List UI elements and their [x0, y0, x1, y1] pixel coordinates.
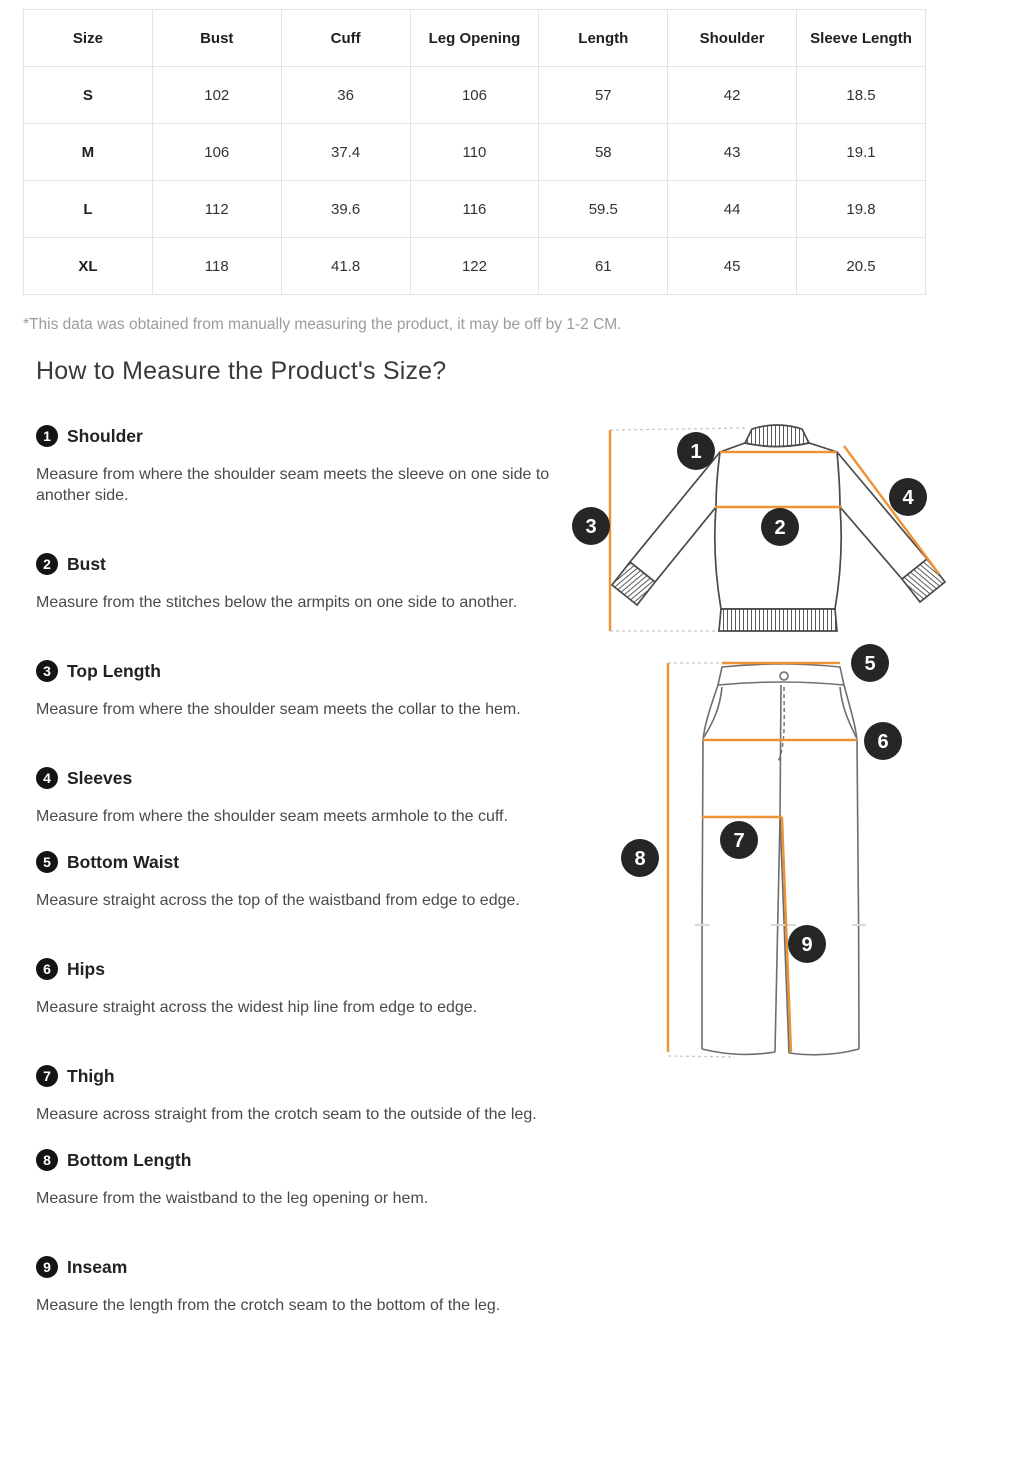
table-row-s: [24, 67, 926, 124]
col-header-leg-opening: Leg Opening: [410, 10, 539, 67]
marker-6: [864, 722, 902, 760]
number-badge-icon: 5: [36, 851, 58, 873]
marker-9: [788, 925, 826, 963]
inseam-measure-line: [782, 817, 791, 1052]
pants-measure-diagram: [600, 639, 960, 1079]
number-badge-icon: 3: [36, 660, 58, 682]
table-row-l: [24, 181, 926, 238]
number-badge-icon: 6: [36, 958, 58, 980]
cell-leg-opening: 116: [410, 181, 539, 238]
section-description: Measure straight across the top of the waistband from edge to edge.: [36, 892, 520, 909]
section-bottom-waist: [36, 851, 566, 911]
section-title: Bottom Length: [67, 1149, 192, 1170]
col-header-cuff: Cuff: [281, 10, 410, 67]
section-bottom-length: [36, 1149, 566, 1209]
col-header-bust: Bust: [152, 10, 281, 67]
svg-text:2: 2: [774, 517, 786, 539]
section-sleeves: [36, 767, 566, 827]
cell-sleeve-length: 19.8: [797, 181, 926, 238]
number-badge-icon: 7: [36, 1065, 58, 1087]
cell-shoulder: 45: [668, 238, 797, 295]
section-hips: [36, 958, 566, 1018]
marker-2: [761, 508, 799, 546]
svg-text:1: 1: [690, 441, 702, 463]
cell-cuff: 41.8: [281, 238, 410, 295]
section-description: Measure from where the shoulder seam meets armhole to the cuff.: [36, 808, 508, 825]
svg-text:4: 4: [902, 487, 914, 509]
section-bust: [36, 553, 566, 613]
cell-bust: 102: [152, 67, 281, 124]
section-title: Bottom Waist: [67, 851, 180, 872]
size-chart-header-row: [24, 10, 926, 67]
col-header-length: Length: [539, 10, 668, 67]
section-top-length: [36, 660, 566, 720]
number-badge-icon: 9: [36, 1256, 58, 1278]
cell-sleeve-length: 18.5: [797, 67, 926, 124]
section-description: Measure from the stitches below the armpits on one side to another.: [36, 594, 518, 611]
table-row-m: [24, 124, 926, 181]
col-header-shoulder: Shoulder: [668, 10, 797, 67]
section-description: Measure from the waistband to the leg opening or hem.: [36, 1190, 429, 1207]
number-badge-icon: 2: [36, 553, 58, 575]
cell-size: S: [24, 67, 153, 124]
guide-dash-top: [610, 428, 747, 430]
section-title: Inseam: [67, 1256, 128, 1277]
section-title: Top Length: [67, 660, 161, 681]
measure-lines-bottom: [668, 663, 857, 1052]
table-row-xl: [24, 238, 926, 295]
marker-4: [889, 478, 927, 516]
cell-size: XL: [24, 238, 153, 295]
svg-text:5: 5: [864, 653, 876, 675]
cell-leg-opening: 110: [410, 124, 539, 181]
cell-length: 57: [539, 67, 668, 124]
cell-length: 58: [539, 124, 668, 181]
section-title: Shoulder: [67, 425, 143, 446]
cell-bust: 118: [152, 238, 281, 295]
size-chart-table: [23, 9, 926, 295]
cell-cuff: 39.6: [281, 181, 410, 238]
cell-shoulder: 43: [668, 124, 797, 181]
svg-text:6: 6: [877, 731, 889, 753]
cell-shoulder: 42: [668, 67, 797, 124]
cell-sleeve-length: 20.5: [797, 238, 926, 295]
cell-leg-opening: 122: [410, 238, 539, 295]
section-description: Measure the length from the crotch seam to the bottom of the leg.: [36, 1297, 501, 1314]
number-badge-icon: 1: [36, 425, 58, 447]
section-title: Hips: [67, 958, 105, 979]
section-description: Measure from where the shoulder seam meets the collar to the hem.: [36, 701, 521, 718]
page-title: How to Measure the Product's Size?: [36, 357, 447, 385]
svg-text:9: 9: [801, 934, 813, 956]
section-description: Measure across straight from the crotch seam to the outside of the leg.: [36, 1106, 537, 1123]
marker-8: [621, 839, 659, 877]
section-title: Bust: [67, 553, 106, 574]
section-title: Sleeves: [67, 767, 133, 788]
cell-size: L: [24, 181, 153, 238]
cell-cuff: 37.4: [281, 124, 410, 181]
cell-length: 61: [539, 238, 668, 295]
cell-cuff: 36: [281, 67, 410, 124]
section-description: Measure straight across the widest hip line from edge to edge.: [36, 999, 478, 1016]
col-header-sleeve-length: Sleeve Length: [797, 10, 926, 67]
cell-size: M: [24, 124, 153, 181]
measure-instructions: [36, 425, 566, 1316]
cell-leg-opening: 106: [410, 67, 539, 124]
marker-3: [572, 507, 610, 545]
number-badge-icon: 8: [36, 1149, 58, 1171]
section-thigh: [36, 1065, 566, 1125]
guide-dash-bottom: [668, 1056, 735, 1057]
svg-text:7: 7: [733, 830, 745, 852]
section-title: Thigh: [67, 1065, 115, 1086]
number-badge-icon: 4: [36, 767, 58, 789]
sweater-measure-diagram: [570, 419, 950, 644]
marker-7: [720, 821, 758, 859]
measurement-disclaimer: *This data was obtained from manually measuring the product, it may be off by 1-2 CM.: [23, 316, 622, 333]
col-header-size: Size: [24, 10, 153, 67]
section-inseam: [36, 1256, 566, 1316]
cell-bust: 106: [152, 124, 281, 181]
cell-sleeve-length: 19.1: [797, 124, 926, 181]
cell-length: 59.5: [539, 181, 668, 238]
cell-bust: 112: [152, 181, 281, 238]
marker-5: [851, 644, 889, 682]
svg-text:8: 8: [634, 848, 646, 870]
pants-outline: [702, 664, 859, 1055]
marker-1: [677, 432, 715, 470]
cell-shoulder: 44: [668, 181, 797, 238]
svg-text:3: 3: [585, 516, 597, 538]
section-description: Measure from where the shoulder seam meets the sleeve on one side to another side.: [36, 466, 550, 504]
section-shoulder: [36, 425, 566, 506]
